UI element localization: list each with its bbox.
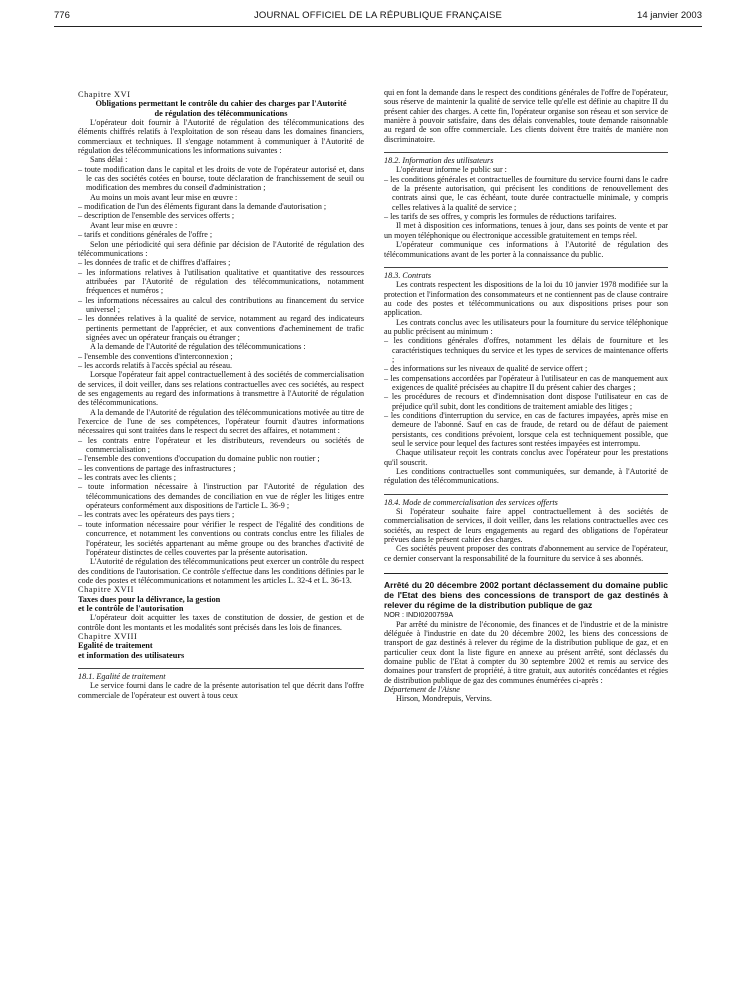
paragraph: Chaque utilisateur reçoit les contrats conclus avec l'opérateur pour les prestations qu'il souscrit. <box>384 448 668 467</box>
chapter-title: et le contrôle de l'autorisation <box>78 603 184 613</box>
chapter-heading: Chapitre XVIII <box>78 631 138 641</box>
paragraph: Les conditions contractuelles sont communiquées, sur demande, à l'Autorité de régulation des télécommunications. <box>384 467 668 486</box>
list-item: – les conditions d'interruption du service, en cas de factures impayées, après mise en demeure de l'abonné. Sauf en cas de fraude, de retard ou de défaut de paiement persistants, ces conditions prévoient, lorsque cela est techniquement possible, que seul le service pour lequel des factures sont restées impayées est interrompu. <box>384 411 668 449</box>
paragraph: Lorsque l'opérateur fait appel contractuellement à des sociétés de commercialisation de services, il doit veiller, dans ses relations contractuelles avec ces sociétés, au respect de ses engagements au regard des informations à transmettre à l'Autorité de régulation des télécommunications. <box>78 370 364 408</box>
journal-title: JOURNAL OFFICIEL DE LA RÉPUBLIQUE FRANÇAISE <box>253 10 503 21</box>
left-column <box>78 90 364 700</box>
paragraph: Les contrats respectent les dispositions de la loi du 10 janvier 1978 modifiée sur la protection et l'information des consommateurs et ne contiennent pas de clause contraire au code des postes et télécommunications ou aux dispositions prises pour son application. <box>384 280 668 318</box>
chapter-heading: Chapitre XVI <box>78 90 131 99</box>
paragraph: L'Autorité de régulation des télécommunications peut exercer un contrôle du respect des conditions de l'autorisation. Ce contrôle s'effectue dans les conditions définies par le code des postes et télécommunications et notamment les articles L. 32-4 et L. 36-13. <box>78 557 364 585</box>
nor-reference: NOR : INDI0200759A <box>384 610 454 620</box>
paragraph: L'opérateur doit acquitter les taxes de constitution de dossier, de gestion et de contrôle dont les montants et les modalités sont précisés dans les lois de finances. <box>78 613 364 632</box>
paragraph: Si l'opérateur souhaite faire appel contractuellement à des sociétés de commercialisation de services, il doit veiller, dans les relations contractuelles avec ces sociétés, au respect de leurs engagements au regard des obligations de l'opérateur prévues dans le présent cahier des charges. <box>384 507 668 545</box>
list-item: – les conditions générales d'offres, notamment les délais de fourniture et les caractéristiques techniques du service et les types de services de maintenance offerts ; <box>384 336 668 364</box>
right-column <box>384 88 668 704</box>
chapter-title: Egalité de traitement <box>78 641 153 651</box>
list-item: – des informations sur les niveaux de qualité de service offert ; <box>384 364 588 374</box>
chapter-title: et information des utilisateurs <box>78 650 185 660</box>
list-item: – modification de l'un des éléments figurant dans la demande d'autorisation ; <box>78 202 327 212</box>
list-item: – les informations relatives à l'utilisation qualitative et quantitative des ressources attribuées par l'Autorité de régulation des télécommunications, notamment fréquences et numéros ; <box>78 267 364 296</box>
chapter-heading: Chapitre XVII <box>78 585 134 595</box>
list-item: – les contrats entre l'opérateur et les distributeurs, revendeurs ou sociétés de commercialisation ; <box>78 435 364 455</box>
list-item: – les conventions de partage des infrastructures ; <box>78 463 236 473</box>
paragraph: L'opérateur communique ces informations à l'Autorité de régulation des télécommunications avant de les porter à la connaissance du public. <box>384 240 668 259</box>
paragraph: L'opérateur informe le public sur : <box>396 165 507 175</box>
paragraph: Avant leur mise en œuvre : <box>90 220 178 230</box>
paragraph: qui en font la demande dans le respect des conditions générales de l'offre de l'opérateur, sous réserve de maintenir la qualité de service telle qu'elle est définie au chapitre II du présent cahier des charges. A cette fin, l'opérateur organise son réseau et son service de manière à pouvoir satisfaire, dans des délais convenables, toute demande raisonnable au regard de son offre commerciale. Les clients doivent être traités de manière non discriminatoire. <box>384 88 668 144</box>
section-heading: 18.1. Egalité de traitement <box>78 668 364 681</box>
page-number: 776 <box>54 10 70 21</box>
issue-date: 14 janvier 2003 <box>637 10 702 21</box>
paragraph: Les contrats conclus avec les utilisateurs pour la fourniture du service téléphonique au public précisent au minimum : <box>384 317 668 336</box>
list-item: – les informations nécessaires au calcul des contributions au financement du service universel ; <box>78 295 364 314</box>
chapter-title: Obligations permettant le contrôle du cahier des charges par l'Autorité de régulation des télécommunications <box>95 99 347 118</box>
header-rule <box>54 26 702 27</box>
page-header <box>54 10 702 26</box>
list-item: – toute modification dans le capital et les droits de vote de l'opérateur autorisé et, dans le cas des sociétés cotées en bourse, toute déclaration de franchissement de seuil ou modification des membres du conseil d'administration ; <box>78 164 364 193</box>
department-heading: Département de l'Aisne <box>384 684 460 694</box>
list-item: – toute information nécessaire à l'instruction par l'Autorité de régulation des télécommunications des demandes de conciliation en vue de régler les litiges entre opérateurs conformément aux dispositions de l'article L. 36-9 ; <box>78 482 364 511</box>
list-item: – les conditions générales et contractuelles de fourniture du service fourni dans le cadre de la présente autorisation, qui précisent les conditions de renouvellement des contrats ainsi que, le cas échéant, toute durée contractuelle minimale, y compris celles relatives à la qualité de service ; <box>384 174 668 212</box>
list-item: – l'ensemble des conventions d'occupation du domaine public non routier ; <box>78 454 320 464</box>
paragraph: Sans délai : <box>90 155 128 165</box>
paragraph: Il met à disposition ces informations, tenues à jour, dans ses points de vente et par un moyen téléphonique ou électronique accessible gratuitement en temps réel. <box>384 221 668 240</box>
list-item: – tarifs et conditions générales de l'offre ; <box>78 230 213 240</box>
list-item: – les tarifs de ses offres, y compris les formules de réductions tarifaires. <box>384 212 617 222</box>
paragraph: Au moins un mois avant leur mise en œuvre : <box>90 192 238 202</box>
chapter-title: Taxes dues pour la délivrance, la gestion <box>78 594 221 604</box>
decree-title: Arrêté du 20 décembre 2002 portant déclassement du domaine public de l'Etat des biens des concessions de transport de gaz destinés à relever du régime de la distribution publique de gaz <box>384 580 668 611</box>
section-heading: 18.3. Contrats <box>384 267 668 280</box>
section-heading: 18.2. Information des utilisateurs <box>384 152 668 165</box>
list-item: – les accords relatifs à l'accès spécial au réseau. <box>78 360 233 370</box>
paragraph: Ces sociétés peuvent proposer des contrats d'abonnement au service de l'opérateur, ce dernier conservant la responsabilité de la fourniture du service à ses abonnés. <box>384 544 668 563</box>
list-item: – les données relatives à la qualité de service, notamment au regard des indicateurs pertinents permettant de l'apprécier, et aux conventions d'acheminement de trafic signées avec un opérateur français ou étranger ; <box>78 314 364 342</box>
town-list: Hirson, Mondrepuis, Vervins. <box>396 694 492 704</box>
list-item: – les procédures de recours et d'indemnisation dont dispose l'utilisateur en cas de préjudice qu'il subit, dont les conditions de traitement amiable des litiges ; <box>384 392 668 411</box>
paragraph: Par arrêté du ministre de l'économie, des finances et de l'industrie et de la ministre déléguée à l'industrie en date du 20 décembre 2002, les biens des concessions de transport de gaz destinés à relever du régime de la distribution publique de gaz, et en particulier ceux dont la liste figure en annexe au présent arrêté, sont déclassés du domaine public de l'Etat à compter du 30 septembre 2002 et remis au service des domaines pour transfert de propriété, à titre gratuit, aux autorités concédantes et régies de distribution publique de gaz des communes énumérées ci-après : <box>384 619 668 685</box>
paragraph: Le service fourni dans le cadre de la présente autorisation tel que décrit dans l'offre commerciale de l'opérateur est ouvert à tous ceux <box>78 681 364 700</box>
paragraph: A la demande de l'Autorité de régulation des télécommunications motivée au titre de l'exercice de l'une de ses compétences, l'opérateur fournit d'autres informations nécessaires qui sont traitées dans le respect du secret des affaires, et notamment : <box>78 407 364 436</box>
section-heading: 18.4. Mode de commercialisation des services offerts <box>384 494 668 507</box>
list-item: – les données de trafic et de chiffres d'affaires ; <box>78 258 231 268</box>
list-item: – les contrats avec les clients ; <box>78 473 176 483</box>
list-item: – les compensations accordées par l'opérateur à l'utilisateur en cas de manquement aux exigences de qualité précisées au chapitre II du présent cahier des charges ; <box>384 373 668 392</box>
list-item: – toute information nécessaire pour vérifier le respect de l'égalité des conditions de concurrence, et notamment les conventions ou contrats conclus entre les filiales de l'opérateur, les sociétés appartenant au même groupe ou des branches d'activité de l'opérateur distinctes de celles couvertes par la présente autorisation. <box>78 519 364 557</box>
paragraph: L'opérateur doit fournir à l'Autorité de régulation des télécommunications des éléments chiffrés relatifs à l'exploitation de son réseau dans les domaines financiers, commerciaux et techniques. Il s'engage notamment à communiquer à l'Autorité de régulation des télécommunications les informations suivantes : <box>78 118 364 156</box>
list-item: – description de l'ensemble des services offerts ; <box>78 211 235 221</box>
list-item: – l'ensemble des conventions d'interconnexion ; <box>78 351 233 361</box>
section-rule <box>384 573 668 574</box>
paragraph: Selon une périodicité qui sera définie par décision de l'Autorité de régulation des télécommunications : <box>78 239 364 258</box>
paragraph: A la demande de l'Autorité de régulation des télécommunications : <box>90 342 306 352</box>
list-item: – les contrats avec les opérateurs des pays tiers ; <box>78 510 235 520</box>
